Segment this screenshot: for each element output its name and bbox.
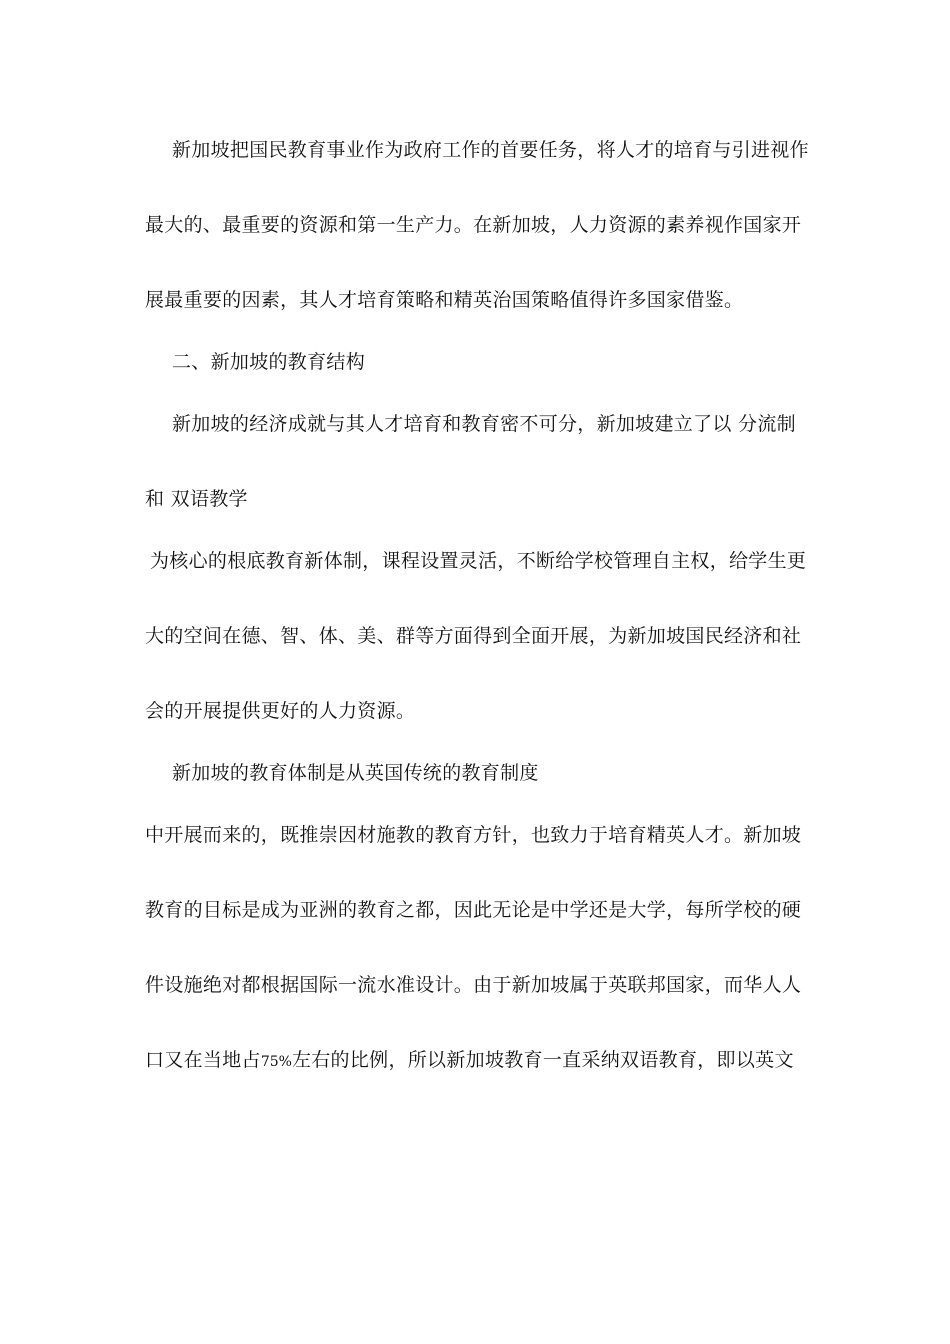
paragraph-3-line-2: 中开展而来的，既推崇因材施教的教育方针，也致力于培育精英人才。新加坡 [145,824,802,846]
paragraph-1-line-3: 展最重要的因素，其人才培育策略和精英治国策略值得许多国家借鉴。 [145,289,744,311]
paragraph-3-line-5 [145,1048,825,1074]
paragraph-1-line-1: 新加坡把国民教育事业作为政府工作的首要任务，将人才的培育与引进视作 [172,139,809,161]
paragraph-2-line-5: 会的开展提供更好的人力资源。 [145,700,416,722]
percentage-value: 75% [260,1054,292,1070]
paragraph-3-line-1: 新加坡的教育体制是从英国传统的教育制度 [172,762,539,784]
paragraph-2-line-3: 为核心的根底教育新体制，课程设置灵活，不断给学校管理自主权，给学生更 [150,550,807,572]
paragraph-2-line-1: 新加坡的经济成就与其人才培育和教育密不可分，新加坡建立了以 分流制 [172,413,796,435]
paragraph-3-line-5-start: 口又在当地占 [145,1049,261,1071]
paragraph-3-line-5-end: 左右的比例，所以新加坡教育一直采纳双语教育，即以英文 [291,1049,794,1071]
paragraph-1-line-2: 最大的、最重要的资源和第一生产力。在新加坡，人力资源的素养视作国家开 [145,214,802,236]
paragraph-3-line-3: 教育的目标是成为亚洲的教育之都，因此无论是中学还是大学，每所学校的硬 [145,899,802,921]
section-heading-2: 二、新加坡的教育结构 [172,351,366,373]
paragraph-2-line-2: 和 双语教学 [145,488,248,510]
paragraph-2-line-4: 大的空间在德、智、体、美、群等方面得到全面开展，为新加坡国民经济和社 [145,625,802,647]
paragraph-3-line-4: 件设施绝对都根据国际一流水准设计。由于新加坡属于英联邦国家，而华人人 [145,974,802,996]
